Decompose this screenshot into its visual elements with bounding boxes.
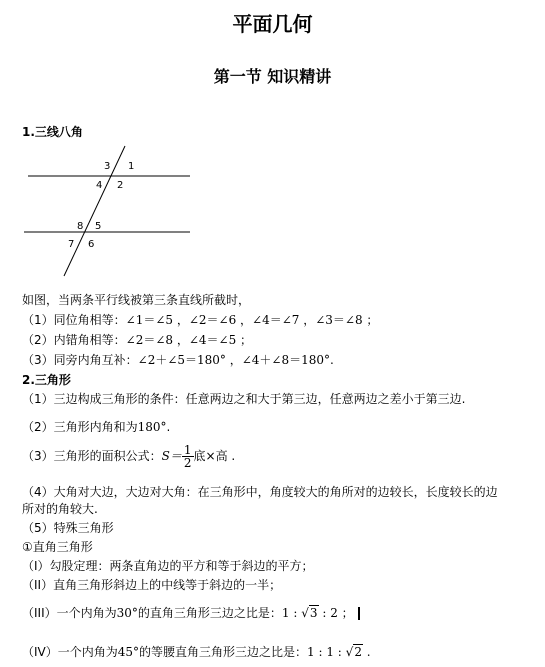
ratio-part: 1 : — [281, 606, 302, 620]
formula-symbol: S＝ — [161, 449, 182, 463]
parallel-lines-diagram — [20, 140, 200, 280]
item-prefix: （2）内错角相等： — [22, 333, 126, 347]
angle-label-7: 7 — [68, 239, 75, 250]
item-prefix: （3）同旁内角互补： — [22, 353, 138, 367]
text-mid: 的等腰直角三角形三边之比是： — [139, 645, 308, 659]
triangle-side-condition: （1）三边构成三角形的条件：任意两边之和大于第三边，任意两边之差小于第三边. — [22, 392, 466, 406]
big-angle-big-side-line1: （4）大角对大边，大边对大角：在三角形中，角度较大的角所对的边较长，长度较长的边 — [22, 485, 498, 499]
item-formula: ∠2＋∠5＝180° ，∠4＋∠8＝180°. — [137, 353, 334, 367]
square-root: √2 — [345, 645, 362, 659]
co-interior-angles-line — [22, 351, 334, 368]
item-formula: ∠1＝∠5 ，∠2＝∠6 ，∠4＝∠7 ，∠3＝∠8 ； — [125, 313, 379, 327]
ratio-part: 1 : 1 : — [307, 645, 346, 659]
triangle-angle-sum — [22, 418, 170, 435]
text-prefix: （IV）一个内角为 — [22, 645, 118, 659]
text-prefix: （2）三角形内角和为 — [22, 420, 138, 434]
text-suffix: 底×高 . — [193, 449, 236, 463]
angle-label-6: 6 — [88, 239, 95, 250]
text-prefix: （III）一个内角为 — [22, 606, 117, 620]
median-to-hypotenuse: （II）直角三角形斜边上的中线等于斜边的一半； — [22, 578, 282, 592]
big-angle-big-side-line2: 所对的角较大. — [22, 502, 98, 516]
item-prefix: （1）同位角相等： — [22, 313, 126, 327]
fraction-numerator: 1 — [183, 443, 192, 457]
text-cursor — [358, 607, 360, 620]
heading-triangle: 2.三角形 — [22, 373, 71, 387]
special-triangles: （5）特殊三角形 — [22, 521, 114, 535]
corresponding-angles-line — [22, 311, 378, 328]
angle-value: 45° — [117, 645, 140, 659]
text-mid: 的直角三角形三边之比是： — [137, 606, 282, 620]
alternate-angles-line — [22, 331, 252, 348]
text-suffix: . — [166, 420, 171, 434]
fraction — [182, 444, 194, 469]
ratio-part: . — [362, 645, 371, 659]
angle-value: 30° — [116, 606, 138, 620]
radicand: 3 — [309, 606, 318, 620]
thirty-degree-ratio — [22, 604, 360, 621]
angle-label-8: 8 — [77, 221, 84, 232]
square-root: √3 — [301, 606, 318, 620]
fraction-denominator: 2 — [183, 456, 192, 470]
angle-label-1: 1 — [128, 161, 135, 172]
text-prefix: （3）三角形的面积公式： — [22, 449, 162, 463]
forty-five-degree-ratio — [22, 643, 371, 660]
heading-three-lines-eight-angles: 1.三线八角 — [22, 125, 83, 139]
item-formula: ∠2＝∠8 ，∠4＝∠5 ； — [125, 333, 253, 347]
radicand: 2 — [354, 645, 362, 659]
triangle-area-formula — [22, 444, 235, 469]
pythagorean-theorem: （I）勾股定理：两条直角边的平方和等于斜边的平方； — [22, 559, 314, 573]
angle-label-4: 4 — [96, 180, 103, 191]
angle-value: 180° — [137, 420, 167, 434]
ratio-part: : 2 ； — [318, 606, 354, 620]
section-title: 第一节 知识精讲 — [213, 67, 332, 86]
angle-label-2: 2 — [117, 180, 124, 191]
intro-text: 如图，当两条平行线被第三条直线所截时， — [22, 293, 251, 307]
transversal-line — [64, 146, 125, 276]
right-triangle-heading: ①直角三角形 — [22, 540, 93, 554]
page-title: 平面几何 — [232, 12, 313, 36]
angle-label-3: 3 — [104, 161, 111, 172]
angle-label-5: 5 — [95, 221, 102, 232]
